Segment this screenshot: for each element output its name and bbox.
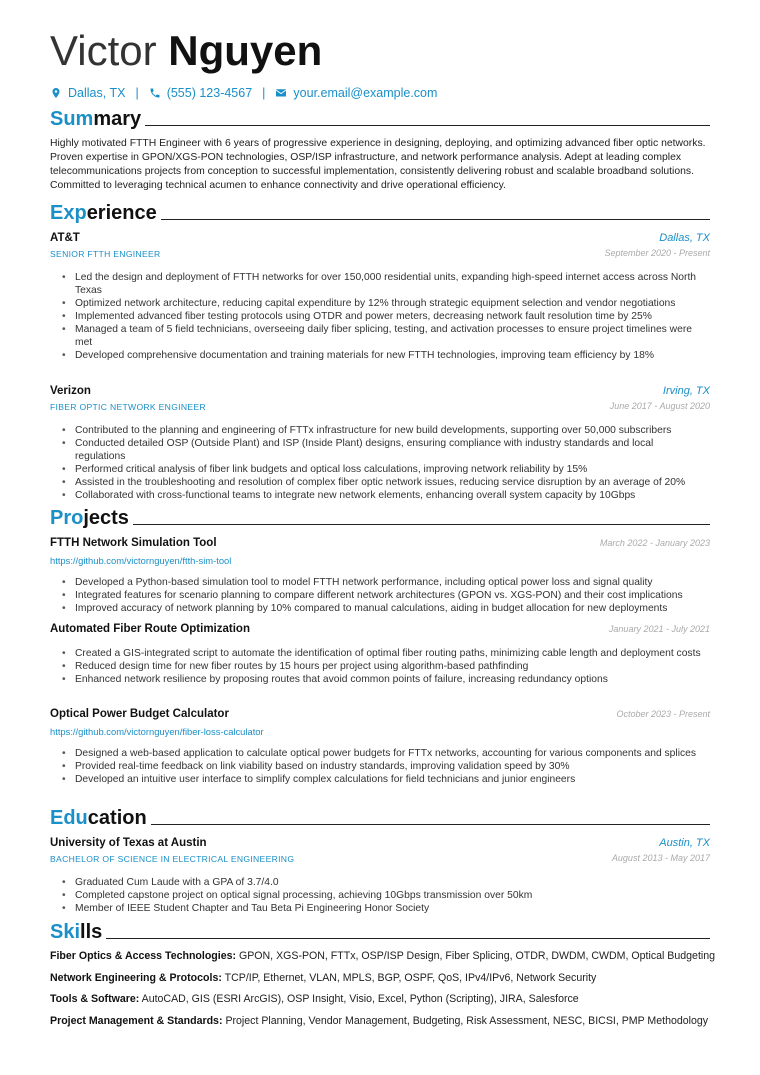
section-title: Summary — [50, 108, 142, 130]
list-item: • Managed a team of 5 field technicians, overseeing daily fiber splicing, testing, and activation processes to ensure project timelines were met — [62, 323, 702, 349]
section-title: Education — [50, 807, 147, 829]
section-rule — [106, 938, 710, 939]
project-name: Automated Fiber Route Optimization — [50, 623, 250, 635]
skill-label: Project Management & Standards: — [50, 1015, 223, 1027]
job-role: FIBER OPTIC NETWORK ENGINEER — [50, 402, 206, 412]
list-item: • Developed an intuitive user interface to simplify complex calculations for field technicians and junior engineers — [62, 773, 702, 786]
school-name: University of Texas at Austin — [50, 837, 207, 849]
last-name: Nguyen — [168, 27, 323, 74]
list-item: • Conducted detailed OSP (Outside Plant) and ISP (Inside Plant) designs, ensuring compliance with industry standards and local regulations — [62, 437, 702, 463]
list-item: • Created a GIS-integrated script to automate the identification of optimal fiber routing paths, minimizing cable length and deployment costs — [62, 647, 702, 660]
section-rule — [161, 219, 710, 220]
location-pin-icon — [50, 87, 62, 99]
skill-row — [50, 949, 730, 963]
project-link[interactable]: https://github.com/victornguyen/fiber-loss-calculator — [50, 726, 264, 737]
job-dates: June 2017 - August 2020 — [609, 401, 710, 411]
contact-line — [50, 86, 437, 100]
skill-label: Fiber Optics & Access Technologies: — [50, 950, 237, 962]
list-item: • Collaborated with cross-functional teams to integrate new network elements, enhancing overall system capacity by 10Gbps — [62, 489, 702, 502]
section-title: Skills — [50, 921, 103, 943]
project-link[interactable]: https://github.com/victornguyen/ftth-sim-tool — [50, 555, 232, 566]
contact-separator: | — [135, 86, 139, 100]
list-item: • Developed comprehensive documentation and training materials for new FTTH technologies, improving team efficiency by 18% — [62, 349, 702, 362]
list-item: • Developed a Python-based simulation tool to model FTTH network performance, including optical power loss and signal quality — [62, 576, 702, 589]
section-rule — [151, 824, 710, 825]
school-location: Austin, TX — [659, 837, 710, 849]
location-text: Dallas, TX — [68, 86, 126, 100]
candidate-name — [50, 28, 322, 74]
summary-text: Highly motivated FTTH Engineer with 6 years of progressive experience in designing, deploying, and optimizing advanced fiber optic networks. Proven expertise in GPON/XGS-PON technologies, OSP/ISP infrastructure, and network performance analysis. Adept at leading complex telecommunications projects from conception to successful implementation, consistently delivering robust and scalable broadband solutions. Committed to leveraging technical acumen to enhance connectivity and drive operational efficiency. — [50, 138, 706, 191]
experience-heading — [50, 202, 710, 224]
contact-email[interactable] — [275, 86, 437, 100]
skill-label: Tools & Software: — [50, 993, 140, 1005]
contact-location — [50, 86, 125, 100]
section-rule — [133, 524, 710, 525]
education-dates: August 2013 - May 2017 — [611, 853, 710, 863]
company-name: Verizon — [50, 385, 91, 397]
skill-value: TCP/IP, Ethernet, VLAN, MPLS, BGP, OSPF, QoS, IPv4/IPv6, Network Security — [224, 972, 597, 984]
job-bullets — [62, 271, 702, 362]
list-item: • Implemented advanced fiber testing protocols using OTDR and power meters, decreasing network fault resolution time by 25% — [62, 310, 702, 323]
education-bullets — [62, 876, 702, 915]
project-dates: October 2023 - Present — [616, 709, 710, 719]
education-heading — [50, 807, 710, 829]
list-item: • Enhanced network resilience by proposing routes that avoid common points of failure, increasing redundancy options — [62, 673, 702, 686]
email-text: your.email@example.com — [293, 86, 438, 100]
list-item: • Member of IEEE Student Chapter and Tau Beta Pi Engineering Honor Society — [62, 902, 702, 915]
contact-phone[interactable] — [149, 86, 252, 100]
project-dates: January 2021 - July 2021 — [608, 624, 710, 634]
list-item: • Improved accuracy of network planning by 10% compared to manual calculations, aiding in budget allocation for new deployments — [62, 602, 702, 615]
project-bullets — [62, 647, 702, 686]
phone-text: (555) 123-4567 — [166, 86, 253, 100]
list-item: • Contributed to the planning and engineering of FTTx infrastructure for new build developments, supporting over 50,000 subscribers — [62, 424, 702, 437]
list-item: • Optimized network architecture, reducing capital expenditure by 12% through strategic equipment selection and vendor negotiations — [62, 297, 702, 310]
project-name: Optical Power Budget Calculator — [50, 708, 229, 720]
section-title: Projects — [50, 507, 129, 529]
list-item: • Led the design and deployment of FTTH networks for over 150,000 residential units, expanding high-speed internet access across North Texas — [62, 271, 702, 297]
job-location: Dallas, TX — [659, 232, 710, 244]
project-bullets — [62, 576, 702, 615]
section-title: Experience — [50, 202, 157, 224]
job-dates: September 2020 - Present — [604, 248, 710, 258]
list-item: • Integrated features for scenario planning to compare different network architectures (GPON vs. XGS-PON) and their cost implications — [62, 589, 702, 602]
list-item: • Provided real-time feedback on link viability based on industry standards, improving validation speed by 30% — [62, 760, 702, 773]
section-rule — [145, 125, 710, 126]
project-bullets — [62, 747, 702, 786]
skill-row — [50, 992, 730, 1006]
phone-icon — [149, 87, 161, 99]
skill-value: GPON, XGS-PON, FTTx, OSP/ISP Design, Fiber Splicing, OTDR, DWDM, CWDM, Optical Budgeting — [238, 950, 716, 962]
job-role: SENIOR FTTH ENGINEER — [50, 249, 161, 259]
list-item: • Graduated Cum Laude with a GPA of 3.7/4.0 — [62, 876, 702, 889]
skill-value: Project Planning, Vendor Management, Budgeting, Risk Assessment, NESC, BICSI, PMP Methodology — [225, 1015, 709, 1027]
skills-heading — [50, 921, 710, 943]
skill-row — [50, 1014, 730, 1028]
degree: BACHELOR OF SCIENCE IN ELECTRICAL ENGINEERING — [50, 854, 295, 864]
job-bullets — [62, 424, 702, 502]
skill-row — [50, 971, 730, 985]
summary-heading — [50, 108, 710, 130]
project-name: FTTH Network Simulation Tool — [50, 537, 217, 549]
project-dates: March 2022 - January 2023 — [599, 538, 710, 548]
list-item: • Performed critical analysis of fiber link budgets and optical loss calculations, improving network reliability by 15% — [62, 463, 702, 476]
skill-label: Network Engineering & Protocols: — [50, 972, 222, 984]
skill-value: AutoCAD, GIS (ESRI ArcGIS), OSP Insight, Visio, Excel, Python (Scripting), JIRA, Salesforce — [141, 993, 579, 1005]
company-name: AT&T — [50, 232, 80, 244]
list-item: • Designed a web-based application to calculate optical power budgets for FTTx networks, accounting for various components and splices — [62, 747, 702, 760]
contact-separator: | — [262, 86, 266, 100]
envelope-icon — [275, 87, 287, 99]
projects-heading — [50, 507, 710, 529]
list-item: • Reduced design time for new fiber routes by 15 hours per project using algorithm-based pathfinding — [62, 660, 702, 673]
job-location: Irving, TX — [662, 385, 710, 397]
list-item: • Assisted in the troubleshooting and resolution of complex fiber optic network issues, reducing service disruption by an average of 20% — [62, 476, 702, 489]
first-name: Victor — [50, 27, 157, 74]
list-item: • Completed capstone project on optical signal processing, achieving 10Gbps transmission over 50km — [62, 889, 702, 902]
